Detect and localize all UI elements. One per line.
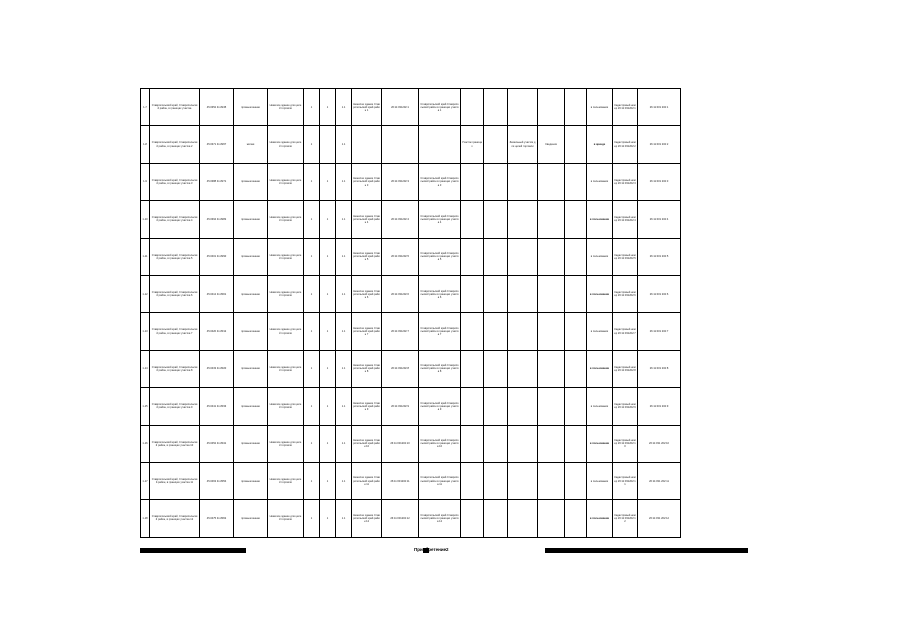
table-cell-c: 1.1 bbox=[336, 388, 352, 425]
table-cell-name: Ставропольский край, Ставропольский район, в границах участка bbox=[150, 89, 200, 126]
table-cell-b bbox=[320, 126, 336, 163]
table-cell-s3 bbox=[508, 425, 538, 462]
table-cell-b: 1 bbox=[320, 238, 336, 275]
table-cell-coords: 45.0452 41.8341 bbox=[200, 425, 234, 462]
table-cell-s1 bbox=[461, 275, 484, 312]
table-cell-a: 1 bbox=[304, 238, 320, 275]
table-cell-s1 bbox=[461, 89, 484, 126]
table-row bbox=[141, 388, 749, 425]
table-cell-reg: Кадастровый номер 26:11:031202:8 bbox=[613, 350, 638, 387]
table-cell-num: 1-8 bbox=[141, 126, 150, 163]
table-row bbox=[141, 201, 749, 238]
table-cell-desc bbox=[352, 126, 382, 163]
table-cell-s4 bbox=[538, 462, 565, 499]
table-cell-purpose: Нежилое здание для целей торговли bbox=[268, 425, 304, 462]
table-cell-s3 bbox=[508, 462, 538, 499]
table-cell-desc: Нежилое здание Ставропольский край район 10 bbox=[352, 425, 382, 462]
table-cell-s1: Участок границах bbox=[461, 126, 484, 163]
table-cell-use: промышленная bbox=[234, 425, 268, 462]
table-cell-coords: 45.0394 41.8282 bbox=[200, 201, 234, 238]
table-cell-purpose: Нежилое здание для целей торговли bbox=[268, 89, 304, 126]
table-cell-empty bbox=[565, 350, 587, 387]
table-cell-status: в пользовании bbox=[587, 313, 613, 350]
table-row bbox=[141, 238, 749, 275]
table-cell-empty bbox=[565, 201, 587, 238]
table-cell-b: 1 bbox=[320, 275, 336, 312]
table-row bbox=[141, 163, 749, 200]
table-cell-s2 bbox=[484, 500, 508, 537]
table-cell-s4 bbox=[538, 201, 565, 238]
table-cell-s3 bbox=[508, 275, 538, 312]
table-cell-coords: 45.0371 41.8267 bbox=[200, 126, 234, 163]
table-cell-b: 1 bbox=[320, 500, 336, 537]
table-cell-code: 26:11:031202:10 bbox=[382, 425, 419, 462]
table-cell-c: 1.1 bbox=[336, 313, 352, 350]
table-cell-num: 1-18 bbox=[141, 500, 150, 537]
table-cell-code: 26:11:031202:11 bbox=[382, 462, 419, 499]
table-cell-name: Ставропольский край, Ставропольский район, в границах участка 10 bbox=[150, 425, 200, 462]
table-cell-empty bbox=[565, 313, 587, 350]
table-cell-use: промышленная bbox=[234, 313, 268, 350]
table-cell-reg: Кадастровый номер 26:11:031202:10 bbox=[613, 425, 638, 462]
table-cell-purpose: Нежилое здание для целей торговли bbox=[268, 126, 304, 163]
table-cell-s3 bbox=[508, 163, 538, 200]
table-cell-use: промышленная bbox=[234, 275, 268, 312]
table-cell-purpose: Нежилое здание для целей торговли bbox=[268, 238, 304, 275]
table-row bbox=[141, 89, 749, 126]
table-cell-addr: Ставропольский край Ставропольский район в границах участка 9 bbox=[419, 388, 461, 425]
table-cell-status: в пользовании bbox=[587, 350, 613, 387]
table-cell-b: 1 bbox=[320, 201, 336, 238]
table-cell-s2 bbox=[484, 89, 508, 126]
table-cell-addr: Ставропольский край Ставропольский район в границах участка 6 bbox=[419, 275, 461, 312]
table-cell-c: 1.1 bbox=[336, 163, 352, 200]
table-cell-a: 1 bbox=[304, 350, 320, 387]
table-cell-purpose: Нежилое здание для целей торговли bbox=[268, 201, 304, 238]
table-cell-a: 1 bbox=[304, 500, 320, 537]
table-row bbox=[141, 462, 749, 499]
table-cell-addr: Ставропольский край Ставропольский район в границах участка 7 bbox=[419, 313, 461, 350]
table-cell-empty bbox=[565, 126, 587, 163]
table-cell-addr bbox=[419, 126, 461, 163]
table-cell-tail: 26:11:031 202:12 bbox=[638, 500, 681, 537]
table-cell-purpose: Нежилое здание для целей торговли bbox=[268, 275, 304, 312]
table-cell-a: 1 bbox=[304, 126, 320, 163]
table-cell-s1 bbox=[461, 350, 484, 387]
table-cell-s3 bbox=[508, 350, 538, 387]
table-cell-s4 bbox=[538, 500, 565, 537]
table-cell-empty bbox=[565, 462, 587, 499]
table-cell-empty bbox=[565, 425, 587, 462]
table-cell-desc: Нежилое здание Ставропольский край район 1 bbox=[352, 89, 382, 126]
table-cell-a: 1 bbox=[304, 388, 320, 425]
table-cell-s4: Сведения bbox=[538, 126, 565, 163]
table-row bbox=[141, 500, 749, 537]
table-cell-tail: 26:11:031 202:8 bbox=[638, 350, 681, 387]
table-cell-use: промышленная bbox=[234, 388, 268, 425]
table-cell-reg: Кадастровый номер 26:11:031202:3 bbox=[613, 163, 638, 200]
table-cell-desc: Нежилое здание Ставропольский край район 7 bbox=[352, 313, 382, 350]
table-cell-desc: Нежилое здание Ставропольский край район 9 bbox=[352, 388, 382, 425]
table-cell-use: промышленная bbox=[234, 163, 268, 200]
table-cell-b: 1 bbox=[320, 388, 336, 425]
table-cell-coords: 45.0463 41.8354 bbox=[200, 462, 234, 499]
table-cell-num: 1-12 bbox=[141, 275, 150, 312]
table-cell-status: в пользовании bbox=[587, 275, 613, 312]
table-cell-code: 26:11:031202:7 bbox=[382, 313, 419, 350]
table-cell-num: 1-10 bbox=[141, 201, 150, 238]
footer-label: Приобретение bbox=[414, 547, 447, 552]
table-cell-code: 26:11:031202:12 bbox=[382, 500, 419, 537]
table-cell-s1 bbox=[461, 201, 484, 238]
table-cell-s3 bbox=[508, 201, 538, 238]
table-cell-addr: Ставропольский край Ставропольский район в границах участка 4 bbox=[419, 201, 461, 238]
table-cell-addr: Ставропольский край Ставропольский район в границах участка 8 bbox=[419, 350, 461, 387]
table-cell-s4 bbox=[538, 89, 565, 126]
table-cell-num: 1-15 bbox=[141, 388, 150, 425]
table-cell-status: в пользовании bbox=[587, 500, 613, 537]
table-cell-a: 1 bbox=[304, 313, 320, 350]
table-cell-s3 bbox=[508, 388, 538, 425]
table-cell-b: 1 bbox=[320, 163, 336, 200]
table-cell-tail: 26:11:031 202:5 bbox=[638, 238, 681, 275]
table-cell-purpose: Нежилое здание для целей торговли bbox=[268, 350, 304, 387]
table-cell-a: 1 bbox=[304, 275, 320, 312]
table-cell-s4 bbox=[538, 350, 565, 387]
table-cell-s1 bbox=[461, 425, 484, 462]
table-cell-purpose: Нежилое здание для целей торговли bbox=[268, 313, 304, 350]
table-cell-addr: Ставропольский край Ставропольский район в границах участка 5 bbox=[419, 238, 461, 275]
table-cell-reg: Кадастровый номер 26:11:031202:9 bbox=[613, 388, 638, 425]
table-row bbox=[141, 313, 749, 350]
table-cell-tail: 26:11:031 202:7 bbox=[638, 313, 681, 350]
table-cell-code: 26:11:031202:1 bbox=[382, 89, 419, 126]
table-cell-c: 1.1 bbox=[336, 462, 352, 499]
table-cell-s3 bbox=[508, 500, 538, 537]
table-cell-use: промышленная bbox=[234, 462, 268, 499]
table-cell-code: 26:11:031202:8 bbox=[382, 350, 419, 387]
table-cell-s4 bbox=[538, 388, 565, 425]
table-cell-num: 1-7 bbox=[141, 89, 150, 126]
table-cell-s2 bbox=[484, 201, 508, 238]
table-cell-tail: 26:11:031 202:4 bbox=[638, 201, 681, 238]
table-cell-name: Ставропольский край, Ставропольский район, в границах участка 11 bbox=[150, 462, 200, 499]
table-cell-b: 1 bbox=[320, 313, 336, 350]
table-cell-use: промышленная bbox=[234, 201, 268, 238]
table-cell-s2 bbox=[484, 275, 508, 312]
table-cell-tail: 26:11:031 202:2 bbox=[638, 126, 681, 163]
table-cell-use: промышленная bbox=[234, 89, 268, 126]
table-cell-s4 bbox=[538, 275, 565, 312]
register-table bbox=[140, 88, 749, 538]
table-cell-name: Ставропольский край, Ставропольский район, в границах участка 4 bbox=[150, 201, 200, 238]
table-cell-c: 1.1 bbox=[336, 500, 352, 537]
table-cell-coords: 45.0441 41.8333 bbox=[200, 388, 234, 425]
table-cell-name: Ставропольский край, Ставропольский район, в границах участка 8 bbox=[150, 350, 200, 387]
table-cell-desc: Нежилое здание Ставропольский край район 6 bbox=[352, 275, 382, 312]
table-row bbox=[141, 425, 749, 462]
table-cell-code: 26:11:031202:6 bbox=[382, 275, 419, 312]
table-cell-status: в пользовании bbox=[587, 163, 613, 200]
footer-page-number: 2 bbox=[446, 547, 449, 552]
table-cell-num: 1-11 bbox=[141, 238, 150, 275]
table-cell-name: Ставропольский край, Ставропольский район, в границах участка 3 bbox=[150, 163, 200, 200]
table-cell-reg: Кадастровый номер 26:11:031202:4 bbox=[613, 201, 638, 238]
table-cell-purpose: Нежилое здание для целей торговли bbox=[268, 500, 304, 537]
table-cell-s2 bbox=[484, 238, 508, 275]
table-cell-coords: 45.0433 41.8320 bbox=[200, 350, 234, 387]
table-cell-s1 bbox=[461, 388, 484, 425]
table-cell-s1 bbox=[461, 238, 484, 275]
table-cell-empty bbox=[565, 89, 587, 126]
table-cell-reg: Кадастровый номер 26:11:031202:11 bbox=[613, 462, 638, 499]
table-cell-coords: 45.0401 41.8290 bbox=[200, 238, 234, 275]
table-cell-num: 1-9 bbox=[141, 163, 150, 200]
table-cell-s2 bbox=[484, 425, 508, 462]
table-cell-code: 26:11:031202:4 bbox=[382, 201, 419, 238]
table-cell-c: 1.1 bbox=[336, 350, 352, 387]
table-cell-coords: 45.0388 41.8271 bbox=[200, 163, 234, 200]
table-cell-name: Ставропольский край, Ставропольский район, в границах участка 5 bbox=[150, 238, 200, 275]
table-cell-num: 1-16 bbox=[141, 425, 150, 462]
table-cell-coords: 45.0475 41.8362 bbox=[200, 500, 234, 537]
table-cell-s1 bbox=[461, 462, 484, 499]
table-cell-desc: Нежилое здание Ставропольский край район 11 bbox=[352, 462, 382, 499]
table-cell-tail: 26:11:031 202:10 bbox=[638, 425, 681, 462]
table-cell-status: в пользовании bbox=[587, 238, 613, 275]
table-cell-code: 26:11:031202:9 bbox=[382, 388, 419, 425]
table-cell-reg: Кадастровый номер 26:11:031202:12 bbox=[613, 500, 638, 537]
table-cell-num: 1-14 bbox=[141, 350, 150, 387]
table-cell-c: 1.1 bbox=[336, 89, 352, 126]
table-cell-s4 bbox=[538, 238, 565, 275]
table-cell-desc: Нежилое здание Ставропольский край район 4 bbox=[352, 201, 382, 238]
table-cell-s3 bbox=[508, 313, 538, 350]
table-cell-use: промышленная bbox=[234, 500, 268, 537]
table-cell-name: Ставропольский край, Ставропольский район, в границах участка 9 bbox=[150, 388, 200, 425]
table-cell-code bbox=[382, 126, 419, 163]
table-cell-status: в аренде bbox=[587, 126, 613, 163]
table-cell-a: 1 bbox=[304, 462, 320, 499]
table-cell-num: 1-17 bbox=[141, 462, 150, 499]
table-cell-s2 bbox=[484, 350, 508, 387]
document-page bbox=[140, 88, 748, 548]
table-cell-empty bbox=[565, 163, 587, 200]
table-cell-name: Ставропольский край, Ставропольский район, в границах участка 2 bbox=[150, 126, 200, 163]
table-cell-empty bbox=[565, 275, 587, 312]
table-cell-tail: 26:11:031 202:11 bbox=[638, 462, 681, 499]
table-cell-coords: 45.0352 41.8245 bbox=[200, 89, 234, 126]
table-cell-name: Ставропольский край, Ставропольский район, в границах участка 6 bbox=[150, 275, 200, 312]
table-cell-addr: Ставропольский край Ставропольский район в границах участка 10 bbox=[419, 425, 461, 462]
table-cell-s3: Земельный участок для целей торговли bbox=[508, 126, 538, 163]
table-cell-empty bbox=[565, 388, 587, 425]
table-cell-num: 1-13 bbox=[141, 313, 150, 350]
table-cell-c: 1.1 bbox=[336, 126, 352, 163]
table-cell-desc: Нежилое здание Ставропольский край район 3 bbox=[352, 163, 382, 200]
table-cell-s1 bbox=[461, 313, 484, 350]
table-cell-tail: 26:11:031 202:6 bbox=[638, 275, 681, 312]
table-cell-desc: Нежилое здание Ставропольский край район 5 bbox=[352, 238, 382, 275]
table-cell-reg: Кадастровый номер 26:11:031202:6 bbox=[613, 275, 638, 312]
table-cell-s2 bbox=[484, 126, 508, 163]
table-cell-a: 1 bbox=[304, 425, 320, 462]
table-cell-reg: Кадастровый номер 26:11:031202:1 bbox=[613, 89, 638, 126]
table-cell-status: в пользовании bbox=[587, 462, 613, 499]
table-cell-name: Ставропольский край, Ставропольский район, в границах участка 7 bbox=[150, 313, 200, 350]
table-cell-b: 1 bbox=[320, 425, 336, 462]
table-cell-coords: 45.0412 41.8301 bbox=[200, 275, 234, 312]
footer-bar-left bbox=[140, 548, 246, 553]
table-cell-status: в пользовании bbox=[587, 89, 613, 126]
table-cell-b: 1 bbox=[320, 350, 336, 387]
table-cell-s4 bbox=[538, 163, 565, 200]
table-cell-s2 bbox=[484, 462, 508, 499]
table-cell-status: в пользовании bbox=[587, 388, 613, 425]
table-cell-purpose: Нежилое здание для целей торговли bbox=[268, 388, 304, 425]
table-cell-c: 1.1 bbox=[336, 238, 352, 275]
table-cell-b: 1 bbox=[320, 462, 336, 499]
table-cell-c: 1.1 bbox=[336, 275, 352, 312]
table-cell-tail: 26:11:031 202:1 bbox=[638, 89, 681, 126]
table-cell-addr: Ставропольский край Ставропольский район в границах участка 1 bbox=[419, 89, 461, 126]
table-cell-desc: Нежилое здание Ставропольский край район 12 bbox=[352, 500, 382, 537]
table-cell-purpose: Нежилое здание для целей торговли bbox=[268, 163, 304, 200]
table-cell-use: жилая bbox=[234, 126, 268, 163]
table-cell-code: 26:11:031202:3 bbox=[382, 163, 419, 200]
table-cell-reg: Кадастровый номер 26:11:031202:2 bbox=[613, 126, 638, 163]
table-cell-s2 bbox=[484, 388, 508, 425]
table-cell-c: 1.1 bbox=[336, 425, 352, 462]
table-cell-empty bbox=[565, 500, 587, 537]
table-cell-addr: Ставропольский край Ставропольский район в границах участка 12 bbox=[419, 500, 461, 537]
table-cell-s4 bbox=[538, 425, 565, 462]
table-cell-desc: Нежилое здание Ставропольский край район 8 bbox=[352, 350, 382, 387]
table-cell-s2 bbox=[484, 163, 508, 200]
table-cell-code: 26:11:031202:5 bbox=[382, 238, 419, 275]
table-cell-name: Ставропольский край, Ставропольский район, в границах участка 12 bbox=[150, 500, 200, 537]
table-cell-tail: 26:11:031 202:9 bbox=[638, 388, 681, 425]
table-cell-s1 bbox=[461, 163, 484, 200]
table-cell-s4 bbox=[538, 313, 565, 350]
table-cell-s3 bbox=[508, 89, 538, 126]
table-row bbox=[141, 275, 749, 312]
table-cell-c: 1.1 bbox=[336, 201, 352, 238]
table-cell-tail: 26:11:031 202:3 bbox=[638, 163, 681, 200]
table-cell-a: 1 bbox=[304, 89, 320, 126]
table-cell-a: 1 bbox=[304, 201, 320, 238]
table-cell-status: в пользовании bbox=[587, 201, 613, 238]
table-cell-use: промышленная bbox=[234, 238, 268, 275]
table-cell-s2 bbox=[484, 313, 508, 350]
page-footer bbox=[140, 548, 748, 553]
table-cell-empty bbox=[565, 238, 587, 275]
table-row bbox=[141, 350, 749, 387]
table-cell-b: 1 bbox=[320, 89, 336, 126]
table-cell-use: промышленная bbox=[234, 350, 268, 387]
table-cell-addr: Ставропольский край Ставропольский район в границах участка 11 bbox=[419, 462, 461, 499]
table-cell-reg: Кадастровый номер 26:11:031202:7 bbox=[613, 313, 638, 350]
table-body bbox=[141, 89, 749, 538]
table-cell-s1 bbox=[461, 500, 484, 537]
table-cell-status: в пользовании bbox=[587, 425, 613, 462]
table-cell-a: 1 bbox=[304, 163, 320, 200]
table-cell-coords: 45.0420 41.8312 bbox=[200, 313, 234, 350]
footer-bar-right bbox=[545, 548, 748, 553]
table-cell-reg: Кадастровый номер 26:11:031202:5 bbox=[613, 238, 638, 275]
table-cell-purpose: Нежилое здание для целей торговли bbox=[268, 462, 304, 499]
table-cell-s3 bbox=[508, 238, 538, 275]
table-cell-addr: Ставропольский край Ставропольский район в границах участка 3 bbox=[419, 163, 461, 200]
table-row bbox=[141, 126, 749, 163]
